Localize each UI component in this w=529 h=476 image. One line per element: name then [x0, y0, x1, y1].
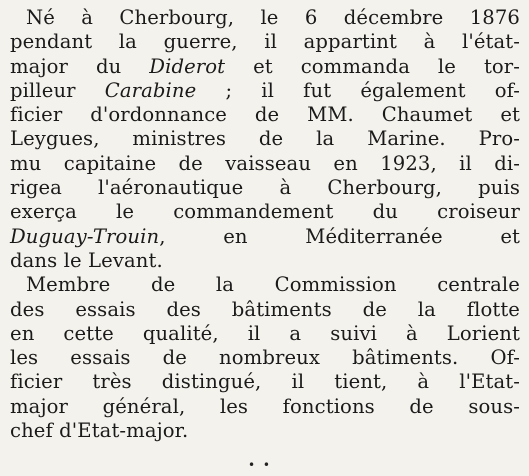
- text-segment: les essais de nombreux bâtiments. Of-: [10, 346, 520, 370]
- text-line: [10, 419, 520, 443]
- text-line: [10, 79, 520, 103]
- text-line: [10, 55, 520, 79]
- ship-name-carabine: Carabine: [104, 78, 197, 102]
- text-segment: mu capitaine de vaisseau en 1923, il di-: [10, 151, 520, 175]
- text-line: [10, 103, 520, 127]
- text-line: [10, 370, 520, 394]
- text-segment: ficier très distingué, il tient, à l'Etat-: [10, 370, 520, 394]
- text-segment: major général, les fonctions de sous-: [10, 394, 520, 418]
- text-segment: exerça le commandement du croiseur: [10, 200, 520, 224]
- text-segment: en cette qualité, il a suivi à Lorient: [10, 321, 520, 345]
- text-segment: pendant la guerre, il appartint à l'état-: [10, 30, 520, 54]
- text-segment: Membre de la Commission centrale: [26, 273, 520, 297]
- text-line: [10, 225, 520, 249]
- article-text: [10, 6, 520, 443]
- text-segment: pilleur: [10, 78, 105, 102]
- text-segment: rigea l'aéronautique à Cherbourg, puis: [10, 176, 520, 200]
- text-segment: Leygues, ministres de la Marine. Pro-: [10, 127, 520, 151]
- text-line: [10, 127, 520, 151]
- text-segment: ficier d'ordonnance de MM. Chaumet et: [10, 103, 520, 127]
- text-line: [10, 273, 520, 297]
- text-segment: et commanda le tor-: [225, 54, 520, 78]
- text-line: [10, 30, 520, 54]
- text-segment: dans le Levant.: [10, 248, 163, 272]
- ship-name-diderot: Diderot: [149, 54, 226, 78]
- text-segment: chef d'Etat-major.: [10, 419, 189, 443]
- text-segment: Né à Cherbourg, le 6 décembre 1876: [26, 6, 520, 29]
- text-segment: des essais des bâtiments de la flotte: [10, 297, 520, 321]
- text-line: [10, 322, 520, 346]
- ship-name-duguay-trouin: Duguay-Trouin: [10, 224, 160, 248]
- text-line: [10, 176, 520, 200]
- text-segment: ; il fut également of-: [196, 78, 520, 102]
- text-line: [10, 6, 520, 30]
- text-line: [10, 346, 520, 370]
- text-line: [10, 395, 520, 419]
- text-segment: , en Méditerranée et: [159, 224, 520, 248]
- text-line: [10, 152, 520, 176]
- ornament-dots: • •: [248, 458, 272, 472]
- text-segment: major du: [10, 54, 150, 78]
- text-line: [10, 200, 520, 224]
- text-line: [10, 298, 520, 322]
- text-line: [10, 249, 520, 273]
